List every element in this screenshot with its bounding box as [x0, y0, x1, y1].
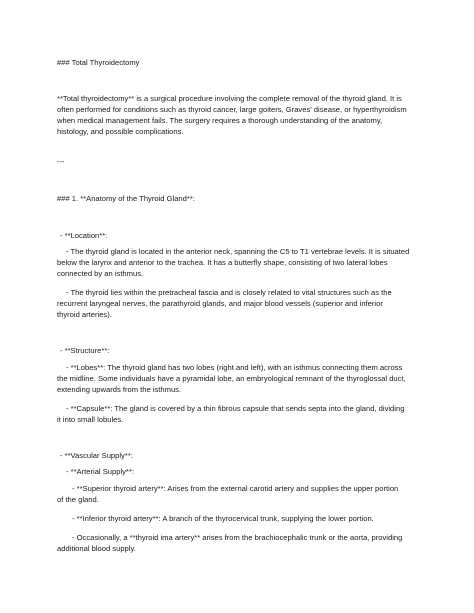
- bullet-line: connected by an isthmus.: [57, 269, 144, 278]
- sub-bullet-line: of the gland.: [57, 495, 99, 504]
- sub-bullet-line: - Occasionally, a **thyroid ima artery** arises from the brachiocephalic trunk or the aorta, providing: [72, 533, 403, 542]
- bullet-heading: - **Structure**:: [60, 346, 110, 355]
- bullet-line: thyroid arteries).: [57, 310, 112, 319]
- document-heading: ### Total Thyroidectomy: [57, 58, 140, 67]
- sub-bullet-heading: - **Arterial Supply**:: [66, 467, 134, 476]
- sub-bullet-line: - **Superior thyroid artery**: Arises from the external carotid artery and supplies the upper portion: [72, 484, 399, 493]
- bullet-heading: - **Vascular Supply**:: [60, 451, 133, 460]
- paragraph-line: **Total thyroidectomy** is a surgical procedure involving the complete removal of the thyroid gland. It is: [57, 94, 402, 103]
- sub-bullet-line: - **Inferior thyroid artery**: A branch of the thyrocervical trunk, supplying the lower portion.: [72, 514, 374, 523]
- bullet-line: it into small lobules.: [57, 415, 124, 424]
- sub-bullet-line: additional blood supply.: [57, 544, 136, 553]
- paragraph-line: often performed for conditions such as thyroid cancer, large goiters, Graves' disease, or hyperthyroidism: [57, 105, 407, 114]
- bullet-heading: - **Location**:: [60, 231, 108, 240]
- bullet-line: the midline. Some individuals have a pyramidal lobe, an embryological remnant of the thyroglossal duct,: [57, 374, 406, 383]
- bullet-line: below the larynx and anterior to the trachea. It has a butterfly shape, consisting of two lateral lobes: [57, 258, 388, 267]
- bullet-line: - The thyroid gland is located in the anterior neck, spanning the C5 to T1 vertebrae levels. It is situated: [66, 247, 410, 256]
- bullet-line: - The thyroid lies within the pretracheal fascia and is closely related to vital structures such as the: [66, 288, 392, 297]
- horizontal-rule-text: ---: [57, 157, 65, 166]
- section-heading: ### 1. **Anatomy of the Thyroid Gland**:: [57, 194, 195, 203]
- bullet-line: - **Lobes**: The thyroid gland has two lobes (right and left), with an isthmus connecting them across: [66, 363, 403, 372]
- bullet-line: recurrent laryngeal nerves, the parathyroid glands, and major blood vessels (superior and inferior: [57, 299, 383, 308]
- paragraph-line: when medical management fails. The surgery requires a thorough understanding of the anatomy,: [57, 116, 383, 125]
- bullet-line: extending upwards from the isthmus.: [57, 385, 182, 394]
- paragraph-line: histology, and possible complications.: [57, 127, 184, 136]
- bullet-line: - **Capsule**: The gland is covered by a thin fibrous capsule that sends septa into the gland, dividing: [66, 404, 405, 413]
